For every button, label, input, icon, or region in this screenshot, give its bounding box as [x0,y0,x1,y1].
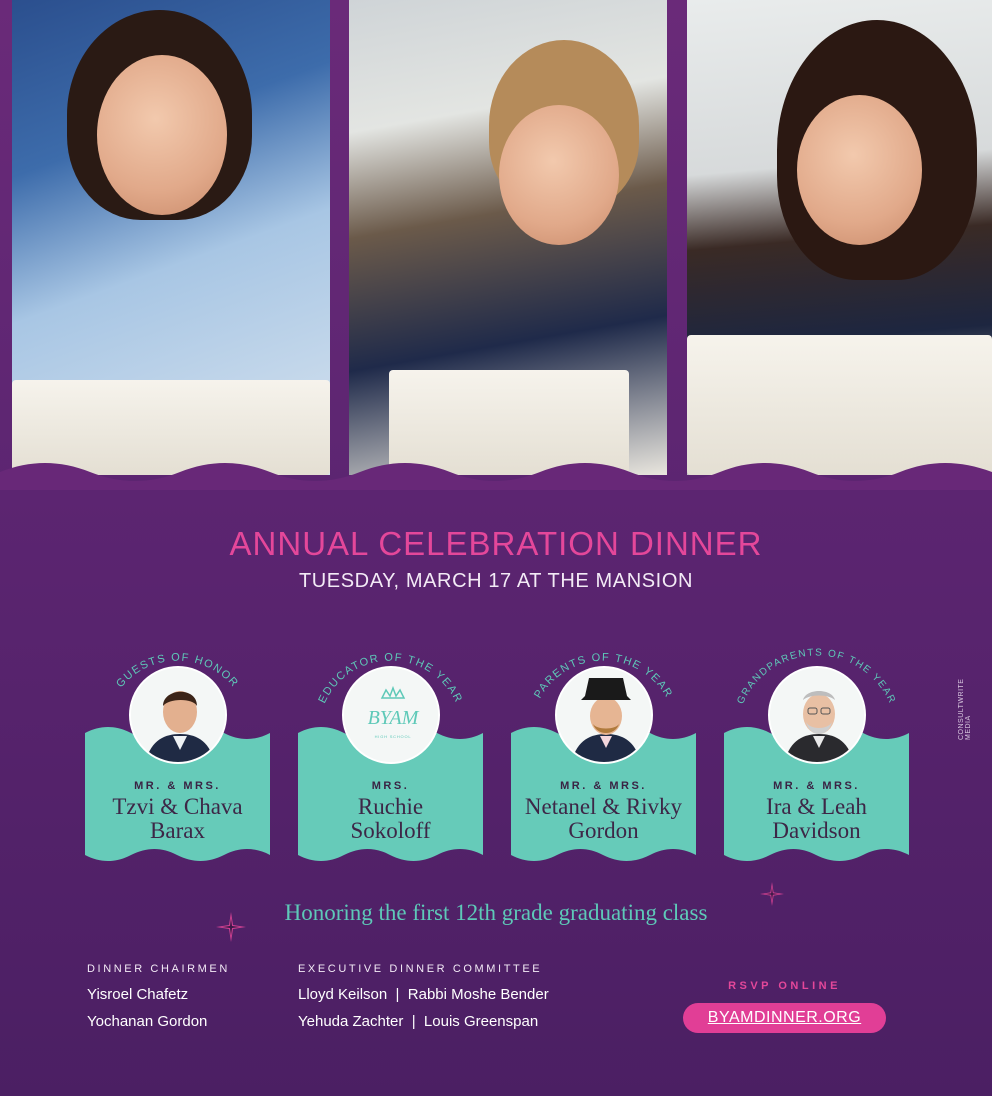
honoring-text: Honoring the first 12th grade graduating class [284,900,708,925]
svg-text:BYAM: BYAM [367,707,419,729]
student-photo-1 [12,0,330,475]
wave-divider [0,430,992,490]
event-title: ANNUAL CELEBRATION DINNER [229,525,763,562]
honoree-card-1 [85,640,270,865]
honoree-names: Ruchie Sokoloff [350,794,431,843]
svg-text:HIGH SCHOOL: HIGH SCHOOL [374,734,412,739]
committee-line: Lloyd Keilson | Rabbi Moshe Bender [298,986,549,1003]
avatar [768,666,866,764]
honoree-card-4 [724,640,909,865]
svg-text:GRANDPARENTS OF THE YEAR: GRANDPARENTS OF THE YEAR [735,647,898,706]
rsvp-link-button[interactable]: BYAMDINNER.ORG [683,1003,886,1033]
honoree-card-2 [298,640,483,865]
honoree-prefix: MR. & MRS. [134,780,221,792]
honoree-names: Tzvi & Chava Barax [112,794,243,843]
avatar [129,666,227,764]
svg-text:GUESTS OF HONOR: GUESTS OF HONOR [114,651,241,691]
chairman-name: Yisroel Chafetz [87,986,189,1003]
student-photo-2 [349,0,667,475]
committee-line: Yehuda Zachter | Louis Greenspan [298,1013,539,1030]
rsvp-heading: RSVP ONLINE [728,980,841,992]
credit-text: CONSULTWRITE MEDIA [958,678,972,740]
photo-row [0,0,992,490]
committee-heading: EXECUTIVE DINNER COMMITTEE [298,963,543,975]
event-subtitle: TUESDAY, MARCH 17 AT THE MANSION [298,570,694,592]
honoree-names: Netanel & Rivky Gordon [524,794,683,843]
honoree-prefix: MRS. [371,780,410,792]
honoree-prefix: MR. & MRS. [560,780,647,792]
honoree-card-3 [511,640,696,865]
school-logo [342,666,440,764]
svg-text:PARENTS OF THE YEAR: PARENTS OF THE YEAR [532,651,675,701]
avatar [555,666,653,764]
student-photo-3 [687,0,992,475]
chairman-name: Yochanan Gordon [87,1013,208,1030]
chairmen-heading: DINNER CHAIRMEN [87,963,230,975]
honoree-prefix: MR. & MRS. [773,780,860,792]
svg-text:EDUCATOR OF THE YEAR: EDUCATOR OF THE YEAR [316,651,465,706]
honoree-names: Ira & Leah Davidson [766,794,867,843]
